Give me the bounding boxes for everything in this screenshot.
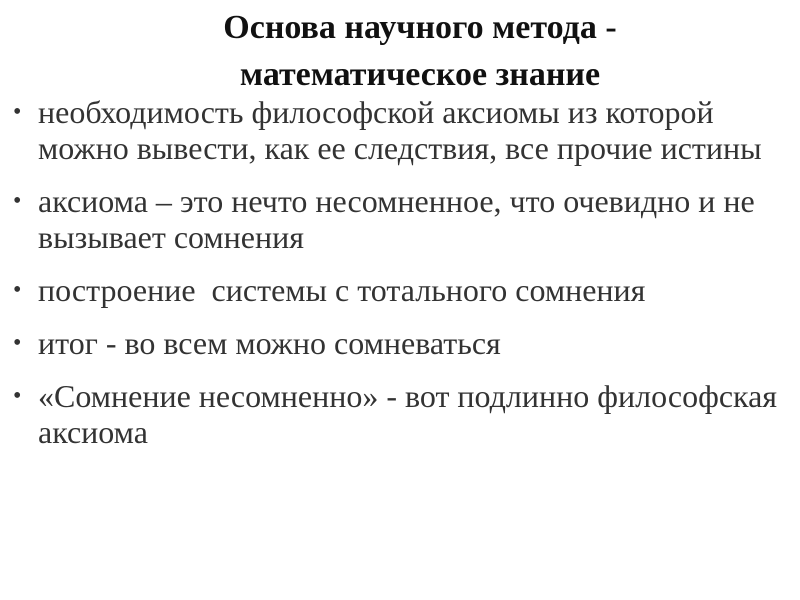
bullet-text: построение системы с тотального сомнения bbox=[38, 272, 646, 308]
title-line-1: Основа научного метода - bbox=[223, 9, 617, 46]
slide-title bbox=[150, 4, 690, 98]
bullet-text: необходимость философской аксиомы из которой можно вывести, как ее следствия, все прочие истины bbox=[38, 94, 762, 166]
bullet-item-3 bbox=[0, 272, 800, 308]
bullet-item-1 bbox=[0, 94, 800, 166]
bullet-icon: • bbox=[13, 383, 22, 409]
bullet-text: аксиома – это нечто несомненное, что очевидно и не вызывает сомнения bbox=[38, 183, 755, 255]
bullet-icon: • bbox=[13, 99, 22, 125]
bullet-text: итог - во всем можно сомневаться bbox=[38, 325, 501, 361]
title-line-2: математическое знание bbox=[239, 56, 601, 93]
bullet-item-5 bbox=[0, 378, 800, 450]
bullet-icon: • bbox=[13, 188, 22, 214]
bullet-text: «Сомнение несомненно» - вот подлинно философская аксиома bbox=[38, 378, 777, 450]
bullet-icon: • bbox=[13, 277, 22, 303]
bullet-icon: • bbox=[13, 330, 22, 356]
bullet-list bbox=[0, 94, 800, 450]
bullet-item-2 bbox=[0, 183, 800, 255]
bullet-item-4 bbox=[0, 325, 800, 361]
